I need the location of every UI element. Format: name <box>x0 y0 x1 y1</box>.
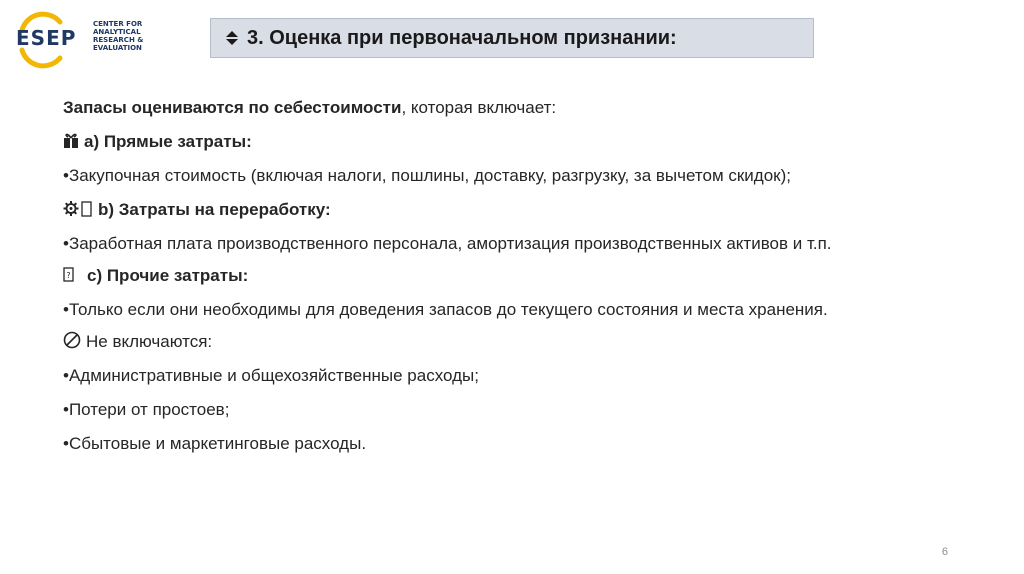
intro-line <box>63 96 923 120</box>
excluded-heading: Не включаются: <box>63 330 923 354</box>
logo-subtitle: CENTER FOR ANALYTICAL RESEARCH & EVALUATION <box>93 20 144 52</box>
bullet-a1: •Закупочная стоимость (включая налоги, пошлины, доставку, разгрузку, за вычетом скидок); <box>63 166 791 185</box>
esep-logo <box>14 8 154 70</box>
section-c-heading: ? c) Прочие затраты: <box>63 264 923 288</box>
bullet-e3: •Сбытовые и маркетинговые расходы. <box>63 434 367 453</box>
gear-icon <box>63 200 93 217</box>
prohibited-icon <box>63 331 81 349</box>
intro-bold: Запасы оцениваются по себестоимости <box>63 98 402 117</box>
intro-rest: , которая включает: <box>401 98 557 117</box>
slide-title: 3. Оценка при первоначальном признании: <box>247 27 677 49</box>
section-a-heading: a) Прямые затраты: <box>63 130 923 154</box>
bullet-e1: •Административные и общехозяйственные расходы; <box>63 366 479 385</box>
svg-text:?: ? <box>66 271 71 280</box>
gift-box-icon <box>63 132 79 149</box>
bullet-b1: •Заработная плата производственного персонала, амортизация производственных активов и т.п. <box>63 234 832 253</box>
logo-wordmark: ESEP <box>16 26 77 50</box>
missing-glyph-icon <box>63 266 75 283</box>
slide-content <box>63 96 923 466</box>
section-b-heading: b) Затраты на переработку: <box>63 198 923 222</box>
page-number: 6 <box>941 546 948 558</box>
bullet-e2: •Потери от простоев; <box>63 400 230 419</box>
diamond-arrows-icon <box>225 30 239 46</box>
slide-title-bar <box>210 18 814 58</box>
bullet-c1: •Только если они необходимы для доведения запасов до текущего состояния и места хранения. <box>63 300 828 319</box>
